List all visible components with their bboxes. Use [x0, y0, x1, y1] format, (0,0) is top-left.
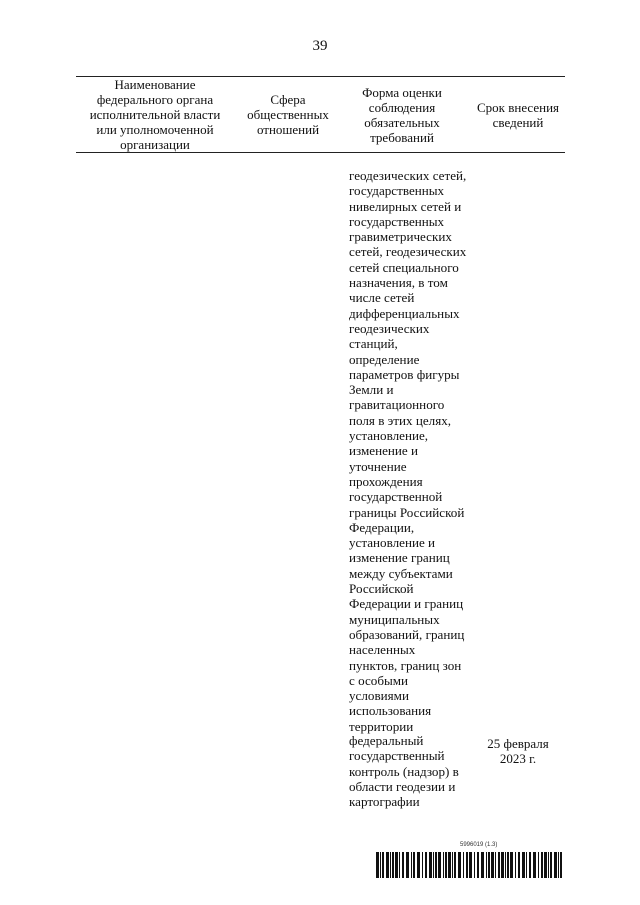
form-column-text-continued: геодезических сетей, государственных нивелирных сетей и государственных гравиметрических сетей, геодезических сетей специального назначения, в том числе сетей дифференциальных геодезических станций, определение параметров фигуры Земли и гравитационного поля в этих целях, установление, изменение и уточнение прохождения государственной границы Российской Федерации, установление и изменение границ между субъектами Российской Федерации и границ муниципальных образований, границ населенных пунктов, границ зон с особыми условиями использования территории	[349, 168, 467, 734]
form-column-federal-control: федеральный государственный контроль (надзор) в области геодезии и картографии	[349, 733, 459, 810]
barcode-caption: 5996019 (1.3)	[460, 842, 498, 848]
header-assessment-form: Форма оценки соблюдения обязательных требований	[362, 84, 442, 145]
header-sphere: Сфера общественных отношений	[247, 92, 329, 137]
header-authority-name: Наименование федерального органа исполнительной власти или уполномоченной организации	[89, 77, 221, 152]
page-number: 39	[312, 38, 328, 54]
table-header-bottom-rule	[76, 152, 565, 153]
barcode	[376, 852, 564, 878]
header-deadline: Срок внесения сведений	[476, 99, 560, 130]
deadline-value: 25 февраля 2023 г.	[487, 736, 549, 766]
